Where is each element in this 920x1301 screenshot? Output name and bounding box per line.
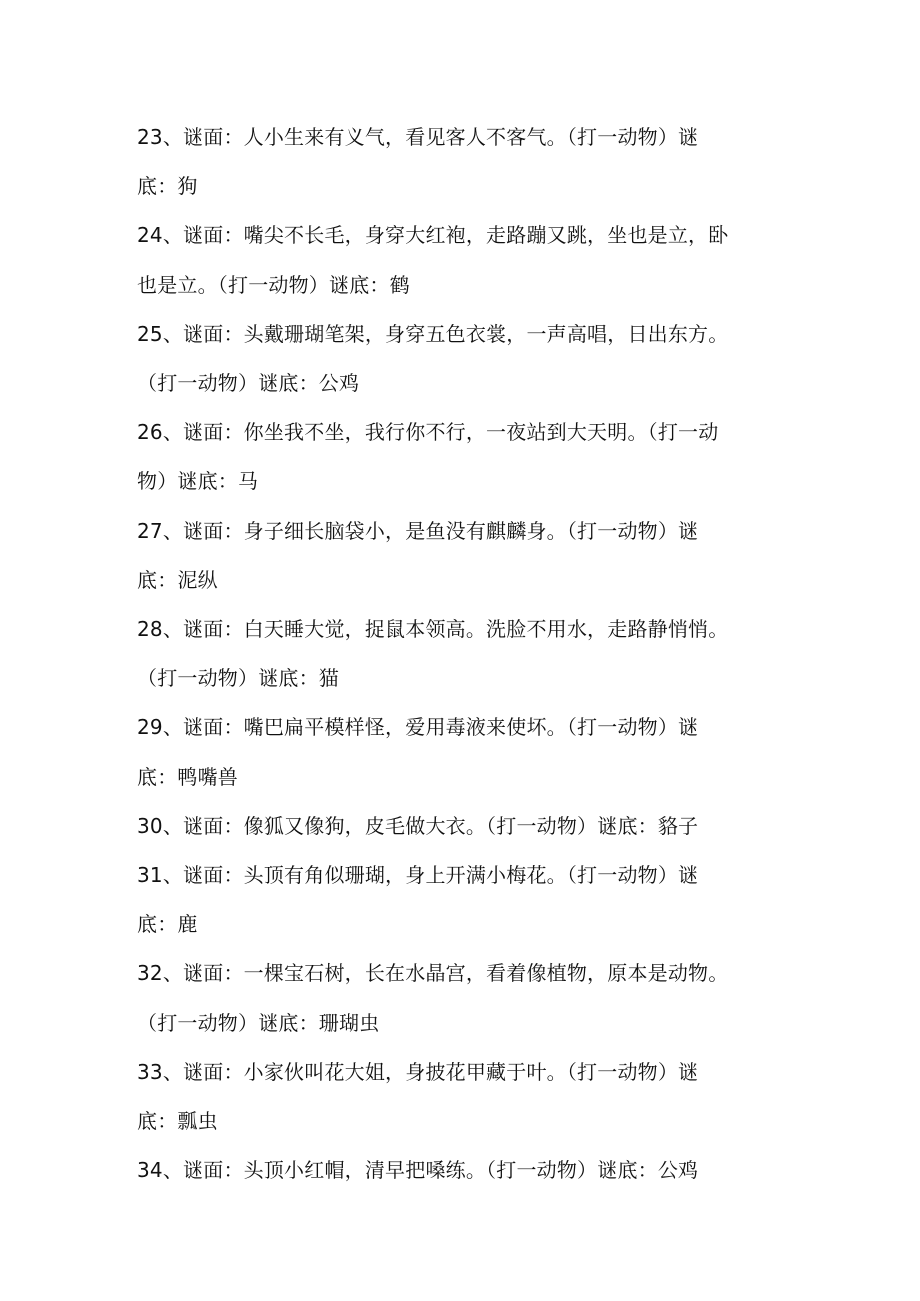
riddle-line: 32、谜面：一棵宝石树，长在水晶宫，看着像植物，原本是动物。 — [137, 961, 729, 986]
riddle-line: 底：鹿 — [137, 912, 198, 937]
riddle-line: 物）谜底：马 — [137, 469, 259, 494]
riddle-line: 26、谜面：你坐我不坐，我行你不行，一夜站到大天明。（打一动 — [137, 420, 719, 445]
riddle-29 — [137, 703, 759, 801]
riddle-27 — [137, 507, 759, 605]
riddle-23 — [137, 113, 759, 211]
riddle-line: 33、谜面：小家伙叫花大姐，身披花甲藏于叶。（打一动物）谜 — [137, 1059, 699, 1084]
riddle-list — [137, 113, 759, 1195]
riddle-33 — [137, 1048, 759, 1146]
riddle-line: 底：瓢虫 — [137, 1109, 218, 1134]
riddle-line: 底：狗 — [137, 174, 198, 199]
riddle-line: 28、谜面：白天睡大觉，捉鼠本领高。洗脸不用水，走路静悄悄。 — [137, 617, 729, 642]
riddle-line: 34、谜面：头顶小红帽，清早把嗓练。（打一动物）谜底：公鸡 — [137, 1158, 699, 1183]
riddle-line: 30、谜面：像狐又像狗，皮毛做大衣。（打一动物）谜底：貉子 — [137, 813, 699, 838]
riddle-line: （打一动物）谜底：珊瑚虫 — [137, 1010, 380, 1035]
riddle-26 — [137, 408, 759, 506]
riddle-28 — [137, 605, 759, 703]
riddle-30 — [137, 802, 759, 851]
riddle-line: 底：泥纵 — [137, 567, 218, 592]
riddle-line: 31、谜面：头顶有角似珊瑚，身上开满小梅花。（打一动物）谜 — [137, 863, 699, 888]
riddle-line: 25、谜面：头戴珊瑚笔架，身穿五色衣裳，一声高唱，日出东方。 — [137, 321, 729, 346]
riddle-line: 24、谜面：嘴尖不长毛，身穿大红袍，走路蹦又跳，坐也是立，卧 — [137, 223, 729, 248]
riddle-31 — [137, 851, 759, 949]
riddle-line: 底：鸭嘴兽 — [137, 764, 238, 789]
riddle-line: 23、谜面：人小生来有义气，看见客人不客气。（打一动物）谜 — [137, 125, 699, 149]
riddle-line: 29、谜面：嘴巴扁平模样怪，爱用毒液来使坏。（打一动物）谜 — [137, 715, 699, 740]
riddle-line: （打一动物）谜底：公鸡 — [137, 371, 360, 396]
riddle-line: （打一动物）谜底：猫 — [137, 666, 339, 691]
riddle-line: 27、谜面：身子细长脑袋小，是鱼没有麒麟身。（打一动物）谜 — [137, 518, 699, 543]
riddle-32 — [137, 949, 759, 1047]
riddle-24 — [137, 211, 759, 309]
riddle-25 — [137, 310, 759, 408]
riddle-34 — [137, 1146, 759, 1195]
riddle-line: 也是立。（打一动物）谜底：鹤 — [137, 272, 410, 297]
